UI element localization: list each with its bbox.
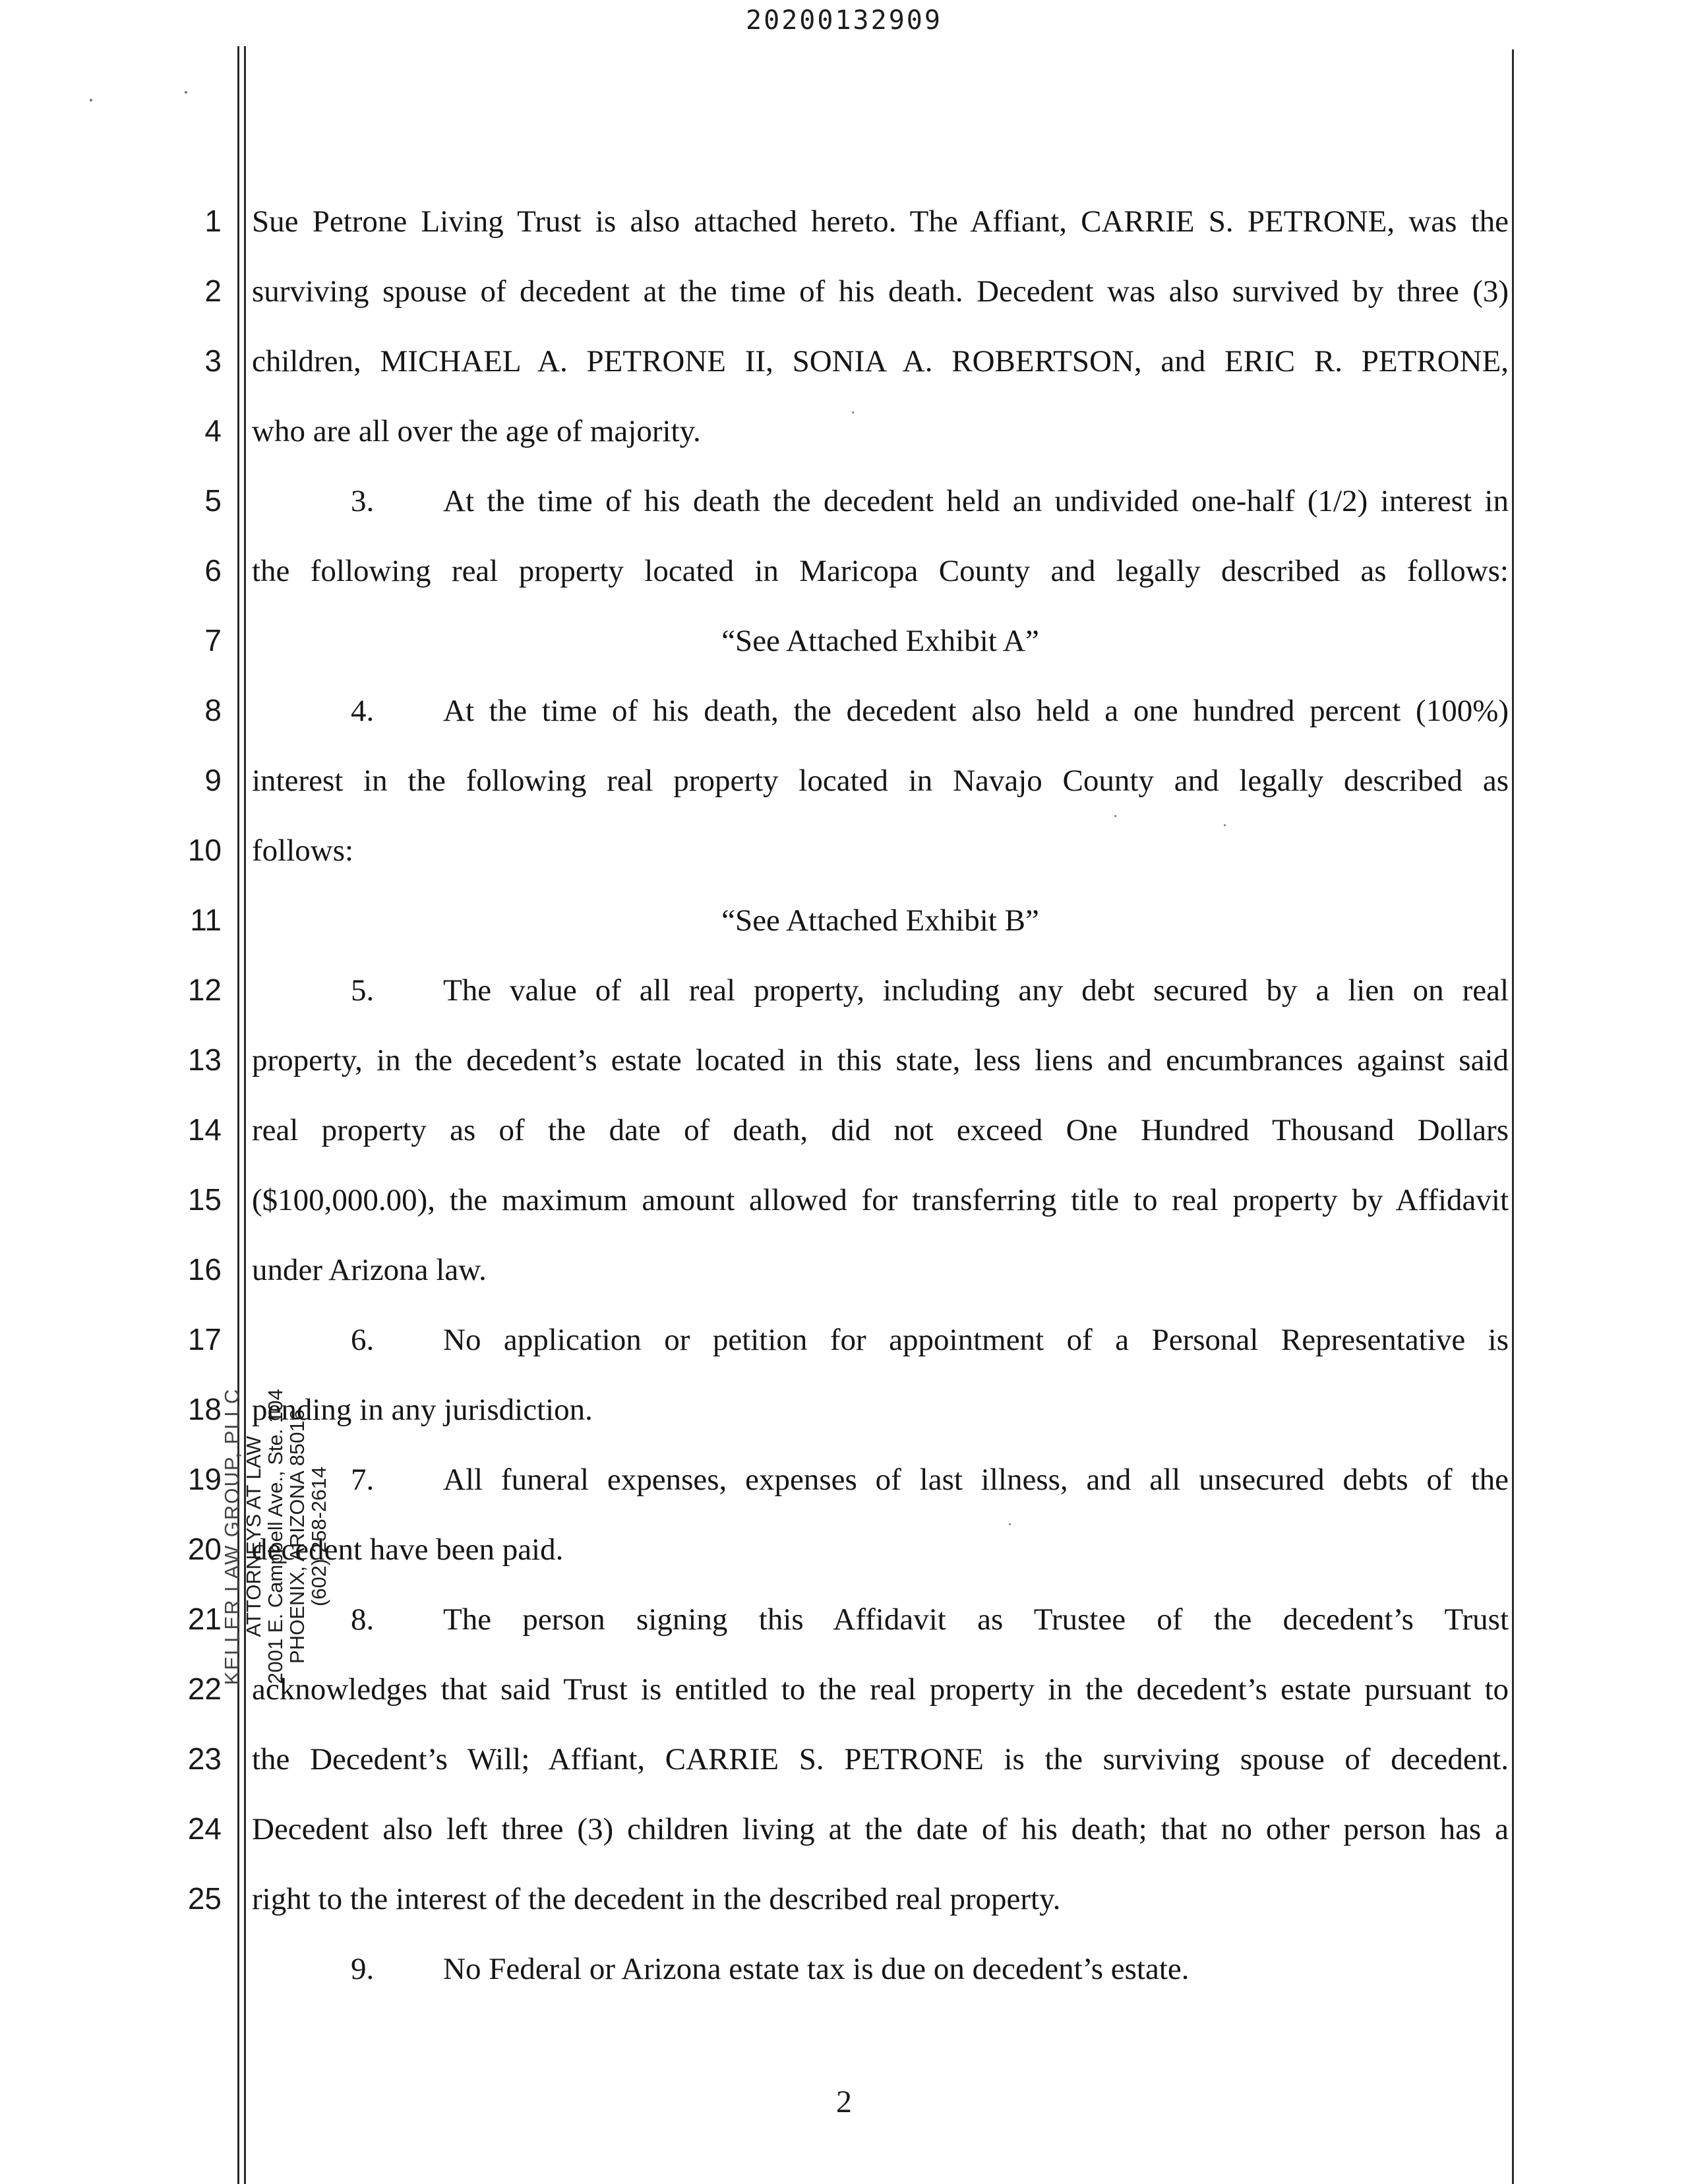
- line-number-19: 19: [187, 1462, 222, 1496]
- line-number-9: 9: [204, 763, 222, 797]
- line-number-25: 25: [187, 1881, 222, 1916]
- paragraph-5-line-1: [252, 972, 1509, 1009]
- line-number-22: 22: [187, 1672, 222, 1706]
- line-number-13: 13: [187, 1043, 222, 1077]
- law-firm-phone: (602) 258-2614: [307, 1467, 330, 1606]
- body-line-24: Decedent also left three (3) children living at the date of his death; that no other person has a: [252, 1812, 1509, 1846]
- scan-speck: [1224, 824, 1226, 826]
- exhibit-b-reference: “See Attached Exhibit B”: [721, 903, 1039, 938]
- line-number-20: 20: [187, 1532, 222, 1566]
- body-line-2: surviving spouse of decedent at the time of his death. Decedent was also survived by three (3): [252, 274, 1509, 309]
- scan-speck: [90, 99, 92, 102]
- paragraph-8-line-1: [252, 1601, 1509, 1638]
- line-number-16: 16: [187, 1252, 222, 1287]
- line-number-15: 15: [187, 1182, 222, 1217]
- line-number-21: 21: [187, 1602, 222, 1636]
- paragraph-9-line-1: [252, 1951, 1509, 1987]
- paragraph-number-3: 3.: [351, 484, 375, 518]
- body-line-15: ($100,000.00), the maximum amount allowed for transferring title to real property by Affidavit: [252, 1183, 1509, 1217]
- paragraph-3-line-1: [252, 483, 1509, 520]
- paragraph-number-7: 7.: [351, 1463, 375, 1497]
- paragraph-6-line-1: [252, 1321, 1509, 1358]
- paragraph-7-text: All funeral expenses, expenses of last illness, and all unsecured debts of the: [443, 1463, 1509, 1497]
- body-line-25: right to the interest of the decedent in the described real property.: [252, 1882, 1061, 1916]
- line-number-23: 23: [187, 1742, 222, 1776]
- law-firm-name: KELLER LAW GROUP, PLLC: [220, 1387, 243, 1685]
- line-number-17: 17: [187, 1322, 222, 1356]
- paragraph-7-line-1: [252, 1461, 1509, 1498]
- line-number-4: 4: [204, 413, 222, 448]
- paragraph-8-text: The person signing this Affidavit as Trustee of the decedent’s Trust: [443, 1602, 1509, 1637]
- line-number-12: 12: [187, 973, 222, 1007]
- paragraph-number-9: 9.: [351, 1952, 375, 1986]
- body-line-9: interest in the following real property located in Navajo County and legally described as: [252, 764, 1509, 798]
- body-line-14: real property as of the date of death, did not exceed One Hundred Thousand Dollars: [252, 1113, 1509, 1147]
- body-line-1: Sue Petrone Living Trust is also attached hereto. The Affiant, CARRIE S. PETRONE, was the: [252, 204, 1509, 239]
- line-number-6: 6: [204, 553, 222, 588]
- law-firm-title: ATTORNEYS AT LAW: [242, 1436, 265, 1637]
- body-line-16: under Arizona law.: [252, 1253, 487, 1287]
- law-firm-city: PHOENIX, ARIZONA 85016: [286, 1409, 309, 1664]
- paragraph-number-6: 6.: [351, 1323, 375, 1357]
- scan-speck: [1114, 815, 1116, 817]
- line-number-14: 14: [187, 1112, 222, 1147]
- paragraph-6-text: No application or petition for appointment of a Personal Representative is: [443, 1323, 1509, 1357]
- scan-speck: [852, 411, 854, 413]
- paragraph-number-5: 5.: [351, 973, 375, 1008]
- left-double-rule-outer: [237, 46, 239, 2184]
- scan-speck: [1009, 1523, 1011, 1525]
- paragraph-number-4: 4.: [351, 694, 375, 728]
- left-double-rule-inner: [244, 46, 246, 2184]
- recording-number: 20200132909: [746, 5, 942, 36]
- page-number: 2: [836, 2084, 852, 2119]
- paragraph-9-text: No Federal or Arizona estate tax is due on decedent’s estate.: [443, 1952, 1190, 1986]
- line-number-24: 24: [187, 1811, 222, 1846]
- paragraph-4-text: At the time of his death, the decedent also held a one hundred percent (100%): [443, 694, 1509, 728]
- paragraph-3-text: At the time of his death the decedent held an undivided one-half (1/2) interest in: [443, 484, 1509, 518]
- line-number-7: 7: [204, 623, 222, 657]
- line-number-8: 8: [204, 693, 222, 727]
- paragraph-number-8: 8.: [351, 1602, 375, 1637]
- body-line-23: the Decedent’s Will; Affiant, CARRIE S. PETRONE is the surviving spouse of decedent.: [252, 1742, 1509, 1776]
- line-number-11: 11: [190, 903, 222, 937]
- body-line-6: the following real property located in Maricopa County and legally described as follows:: [252, 554, 1509, 588]
- exhibit-a-reference: “See Attached Exhibit A”: [721, 624, 1039, 658]
- body-line-22: acknowledges that said Trust is entitled to the real property in the decedent’s estate pursuant to: [252, 1672, 1509, 1707]
- body-line-13: property, in the decedent’s estate located in this state, less liens and encumbrances against said: [252, 1043, 1509, 1077]
- paragraph-5-text: The value of all real property, including any debt secured by a lien on real: [443, 973, 1509, 1008]
- scan-speck: [185, 91, 187, 94]
- line-number-18: 18: [187, 1392, 222, 1426]
- line-number-2: 2: [204, 274, 222, 308]
- body-line-10: follows:: [252, 834, 354, 868]
- paragraph-4-line-1: [252, 692, 1509, 729]
- line-number-10: 10: [187, 833, 222, 867]
- law-firm-address: 2001 E. Campbell Ave., Ste. 104: [264, 1389, 287, 1684]
- line-number-5: 5: [204, 483, 222, 518]
- line-number-1: 1: [204, 204, 222, 238]
- body-line-18: pending in any jurisdiction.: [252, 1393, 593, 1427]
- law-firm-block: [26, 1385, 330, 1688]
- line-number-3: 3: [204, 344, 222, 378]
- body-line-20: decedent have been paid.: [252, 1532, 564, 1567]
- body-line-4: who are all over the age of majority.: [252, 414, 701, 448]
- right-rule: [1512, 49, 1514, 2184]
- body-line-3: children, MICHAEL A. PETRONE II, SONIA A. ROBERTSON, and ERIC R. PETRONE,: [252, 344, 1509, 379]
